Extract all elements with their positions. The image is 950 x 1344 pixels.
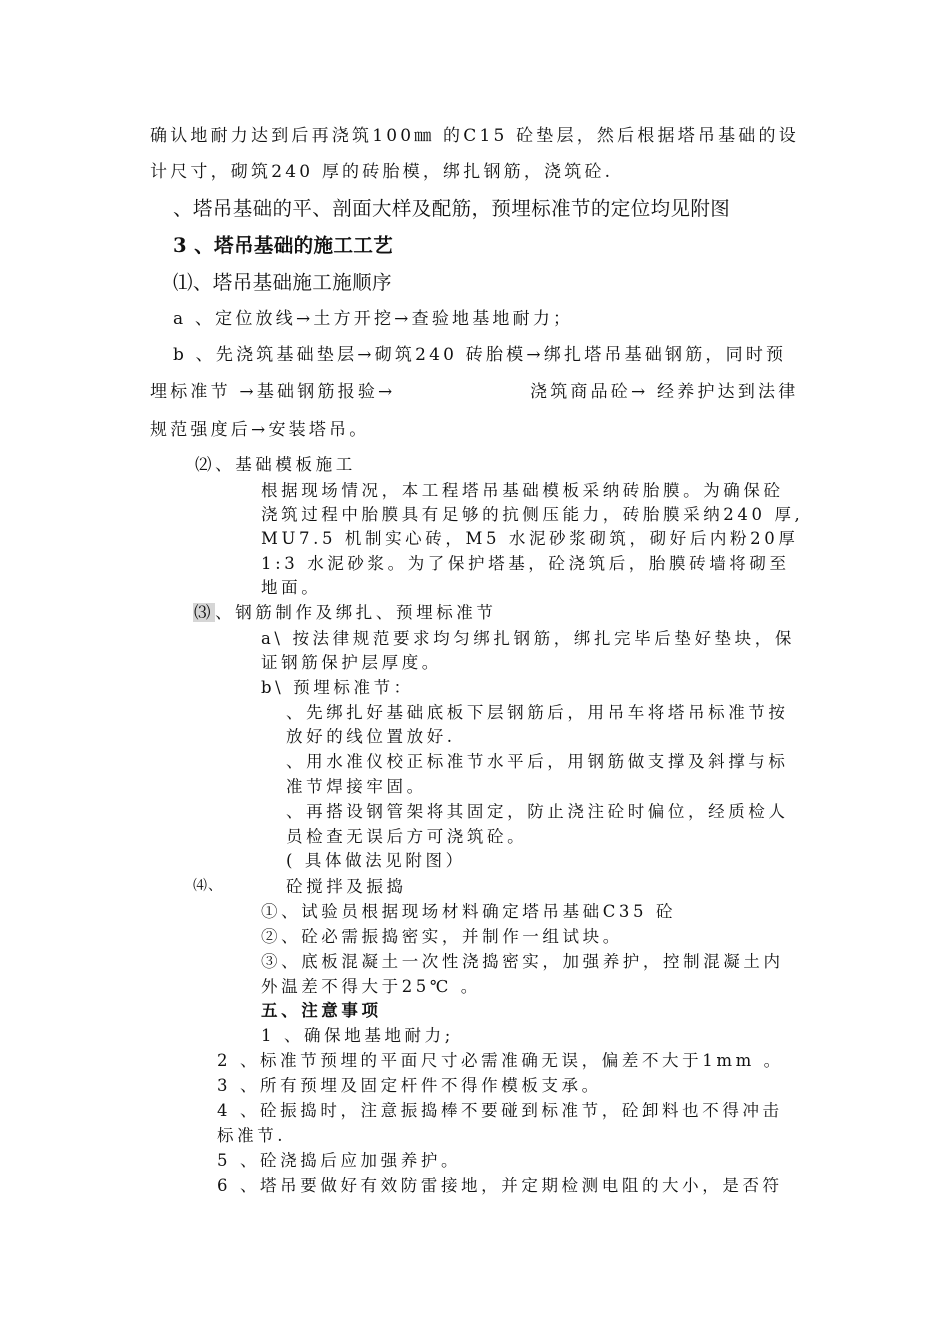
section-5-item-3: 3 、所有预埋及固定杆件不得作模板支承。: [217, 1076, 602, 1095]
subsection-3-title-text: 、钢筋制作及绑扎、预埋标准节: [215, 603, 497, 622]
sub2-paragraph-line-2: 浇筑过程中胎膜具有足够的抗侧压能力，砖胎膜采纳240 厚,: [261, 505, 804, 524]
sub3-b-title: b\ 预埋标准节：: [261, 678, 414, 697]
sub3-b-item-line-4: 准节焊接牢固。: [286, 777, 427, 796]
sub3-b-item-line-3: 、用水准仪校正标准节水平后，用钢筋做支撑及斜撑与标: [286, 752, 789, 771]
sub4-item-1: ①、试验员根据现场材料确定塔吊基础C35 砼: [261, 902, 677, 921]
step-b-line-3: 规范强度后→安装塔吊。: [150, 420, 370, 440]
sub3-b-item-line-1: 、先绑扎好基础底板下层钢筋后，用吊车将塔吊标准节按: [286, 703, 789, 722]
sub4-item-3: ③、底板混凝土一次性浇捣密实，加强养护，控制混凝土内: [261, 952, 784, 971]
step-b-line-2b: 浇筑商品砼→ 经养护达到法律: [530, 382, 799, 402]
section-5-item-2: 2 、标准节预埋的平面尺寸必需准确无误，偏差不大于1mm 。: [217, 1051, 784, 1070]
subsection-4-title: 砼搅拌及振捣: [286, 877, 407, 896]
section-5-item-1: 1 、确保地基地耐力;: [261, 1026, 454, 1045]
sub3-a-line-2: 证钢筋保护层厚度。: [261, 653, 442, 672]
subsection-2-title: ⑵、基础模板施工: [195, 455, 356, 474]
step-b-line-2a: 埋标准节 →基础钢筋报验→: [150, 382, 396, 402]
subsection-1-title: ⑴、塔吊基础施工施顺序: [173, 271, 392, 294]
sub3-b-item-line-2: 放好的线位置放好.: [286, 727, 456, 746]
intro-line-1: 确认地耐力达到后再浇筑100㎜ 的C15 砼垫层，然后根据塔吊基础的设: [150, 126, 799, 146]
sub3-b-item-line-5: 、再搭设钢管架将其固定，防止浇注砼时偏位，经质检人: [286, 802, 789, 821]
sub3-b-item-line-7: ( 具体做法见附图）: [286, 851, 466, 870]
section-5-item-6: 6 、塔吊要做好有效防雷接地，并定期检测电阻的大小，是否符: [217, 1176, 783, 1195]
step-a-line: a 、定位放线→土方开挖→查验地基地耐力；: [173, 309, 574, 329]
step-b-line-1: b 、先浇筑基础垫层→砌筑240 砖胎模→绑扎塔吊基础钢筋，同时预: [173, 345, 787, 365]
section-5-item-4-cont: 标准节.: [217, 1126, 287, 1145]
sub2-paragraph-line-5: 地面。: [261, 578, 322, 597]
sub2-paragraph-line-3: MU7.5 机制实心砖，M5 水泥砂浆砌筑，砌好后内粉20厚: [261, 529, 799, 548]
sub2-paragraph-line-1: 根据现场情况，本工程塔吊基础模板采纳砖胎膜。为确保砼: [261, 481, 784, 500]
section-5-item-4: 4 、砼振捣时，注意振捣棒不要碰到标准节，砼卸料也不得冲击: [217, 1101, 783, 1120]
note-detail-line: 、塔吊基础的平、剖面大样及配筋，预埋标准节的定位均见附图: [173, 197, 731, 220]
sub3-a-line-1: a\ 按法律规范要求均匀绑扎钢筋，绑扎完毕后垫好垫块，保: [261, 629, 795, 648]
sub2-paragraph-line-4: 1:3 水泥砂浆。为了保护塔基，砼浇筑后，胎膜砖墙将砌至: [261, 554, 790, 573]
subsection-3-marker: ⑶: [194, 603, 215, 622]
sub3-b-item-line-6: 员检查无误后方可浇筑砼。: [286, 827, 528, 846]
section-5-title: 五、注意事项: [261, 1001, 382, 1020]
subsection-3-title: [193, 605, 497, 622]
section-5-item-5: 5 、砼浇捣后应加强养护。: [217, 1151, 462, 1170]
intro-line-2: 计尺寸，砌筑240 厚的砖胎模，绑扎钢筋，浇筑砼.: [150, 162, 614, 182]
sub4-item-3-cont: 外温差不得大于25℃ 。: [261, 977, 481, 996]
sub4-item-2: ②、砼必需振捣密实，并制作一组试块。: [261, 927, 623, 946]
subsection-4-marker: ⑷、: [193, 878, 223, 894]
section-3-title: 3 、塔吊基础的施工工艺: [173, 234, 394, 257]
